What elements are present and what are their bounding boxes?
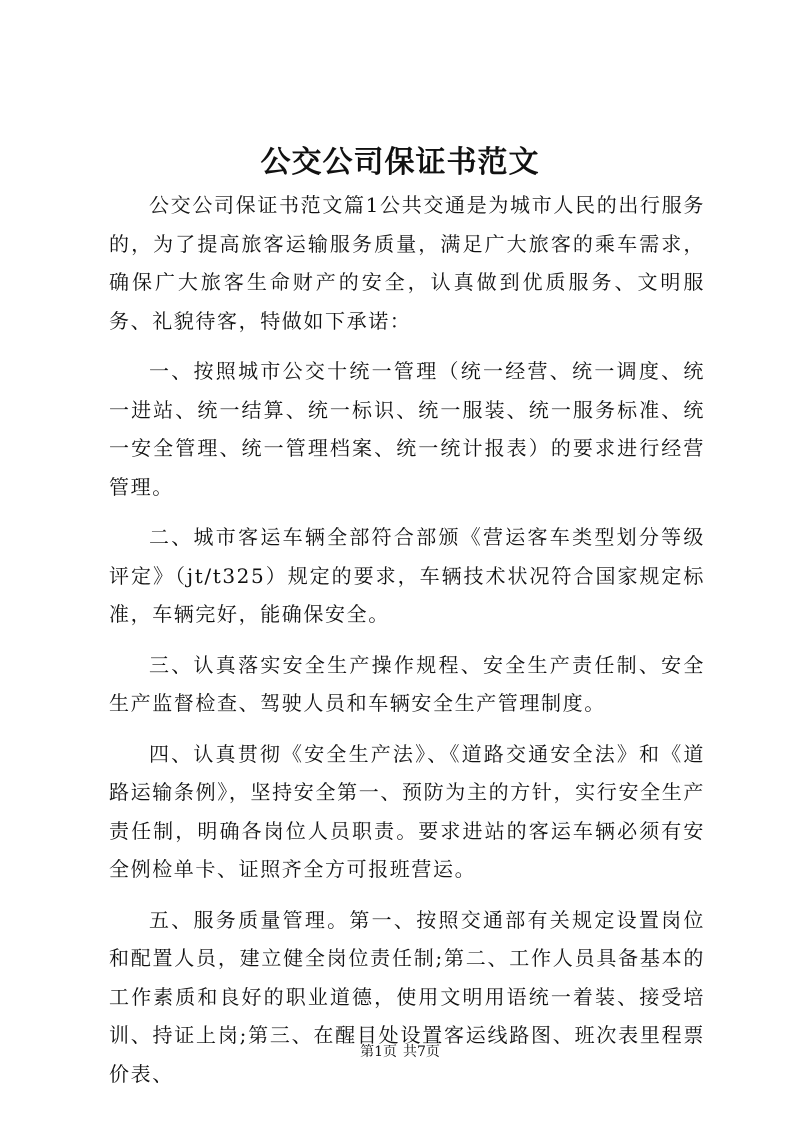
document-title: 公交公司保证书范文	[260, 145, 540, 180]
page-footer	[0, 1042, 800, 1062]
paragraph-intro: 公交公司保证书范文篇1公共交通是为城市人民的出行服务的，为了提高旅客运输服务质量，满足广大旅客的乘车需求，确保广大旅客生命财产的安全，认真做到优质服务、文明服务、礼貌待客，特做如下承诺：	[109, 193, 705, 333]
page-number: 第1页	[360, 1044, 397, 1060]
paragraph-item-2: 二、城市客运车辆全部符合部颁《营运客车类型划分等级评定》（jt/t325）规定的要求，车辆技术状况符合国家规定标准，车辆完好，能确保安全。	[109, 525, 705, 626]
page-total: 共7页	[403, 1044, 440, 1060]
paragraph-item-4: 四、认真贯彻《安全生产法》、《道路交通安全法》和《道路运输条例》，坚持安全第一、预防为主的方针，实行安全生产责任制，明确各岗位人员职责。要求进站的客运车辆必须有安全例检单卡、证照齐全方可报班营运。	[109, 741, 705, 881]
paragraph-item-5: 五、服务质量管理。第一、按照交通部有关规定设置岗位和配置人员，建立健全岗位责任制;第二、工作人员具备基本的工作素质和良好的职业道德，使用文明用语统一着装、接受培训、持证上岗;第三、在醒目处设置客运线路图、班次表里程票价表、	[109, 907, 705, 1086]
document-body	[109, 186, 705, 1105]
paragraph-item-1: 一、按照城市公交十统一管理（统一经营、统一调度、统一进站、统一结算、统一标识、统一服装、统一服务标准、统一安全管理、统一管理档案、统一统计报表）的要求进行经营管理。	[109, 359, 705, 499]
paragraph-item-3: 三、认真落实安全生产操作规程、安全生产责任制、安全生产监督检查、驾驶人员和车辆安全生产管理制度。	[109, 652, 705, 715]
